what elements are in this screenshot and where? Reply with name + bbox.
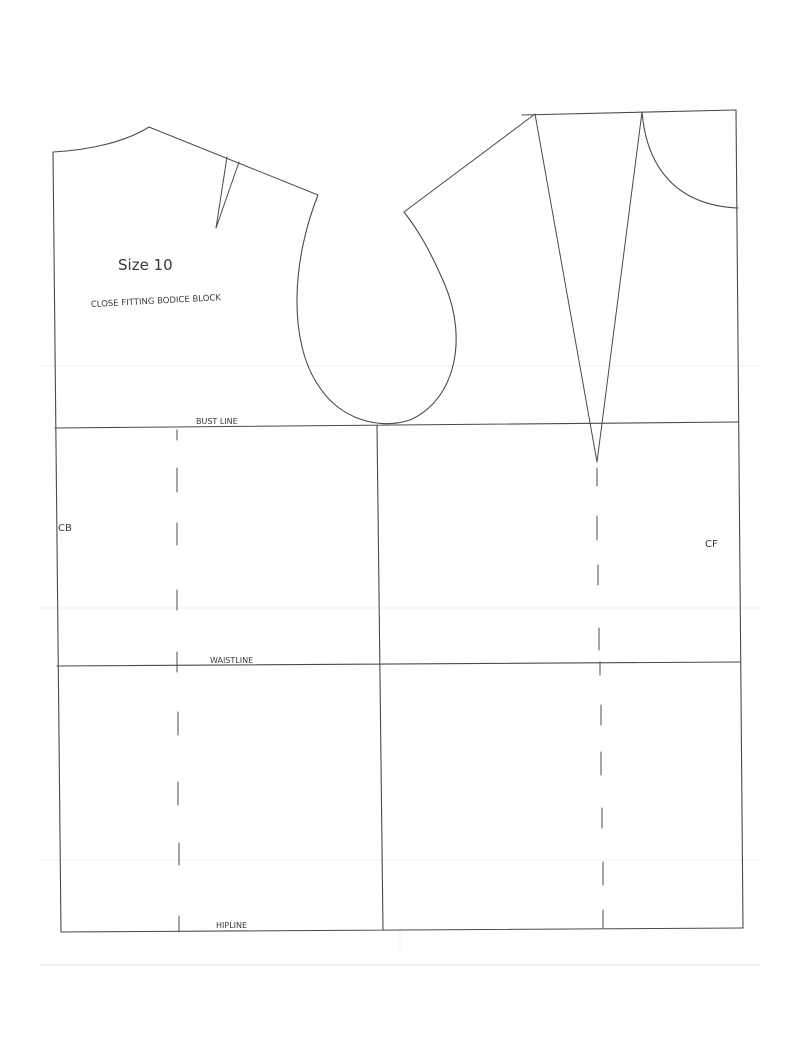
bust-line-label: BUST LINE (196, 417, 238, 426)
armhole-curve (297, 195, 456, 424)
centre-front-label: CF (705, 539, 718, 550)
front-bust-dart (535, 112, 642, 462)
back-shoulder-dart (216, 157, 239, 228)
hip-line (61, 928, 743, 932)
centre-back-line (53, 152, 61, 932)
waistline-label: WAISTLINE (210, 656, 254, 665)
centre-front-line (736, 110, 743, 928)
hipline-label: HIPLINE (216, 921, 248, 930)
front-grain-line (597, 468, 603, 928)
back-shoulder-line (149, 127, 318, 195)
size-label: Size 10 (118, 256, 173, 274)
centre-back-label: CB (58, 523, 72, 534)
front-neckline-curve (642, 112, 738, 208)
block-outline (53, 110, 743, 932)
back-bodice-top (53, 127, 318, 228)
waist-line (57, 662, 740, 666)
back-neckline-curve (53, 127, 149, 152)
front-bodice-top (404, 110, 738, 462)
block-title-label: CLOSE FITTING BODICE BLOCK (90, 293, 222, 310)
front-top-line (522, 110, 736, 115)
back-grain-line (177, 430, 179, 932)
side-seam-line (377, 425, 383, 930)
front-shoulder-line (404, 114, 535, 212)
